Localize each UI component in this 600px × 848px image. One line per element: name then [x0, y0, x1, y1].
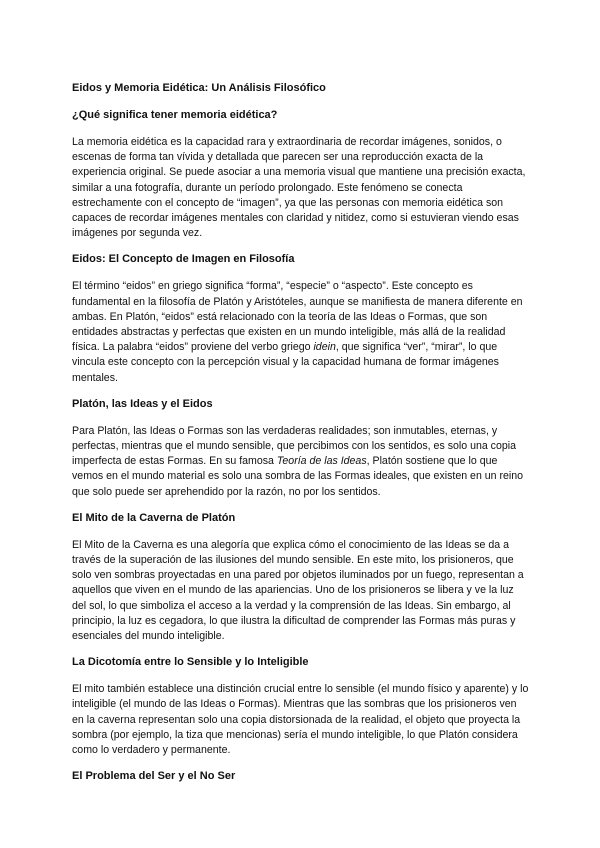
text-run: Para Platón, las Ideas o Formas son las verdaderas realidades; son inmutables, eternas, y perfectas, mientras que el mundo sensible, que percibimos con los sentidos, es solo una copia imperfecta de estas Formas. En su famosa [72, 424, 517, 468]
italic-term-idein: idein [313, 341, 336, 354]
text-run: , que significa “ver”, “mirar”, lo que vincula este concepto con la percepción visual y la capacidad humana de formar imágenes mentales. [72, 341, 499, 384]
section-paragraph-mito-caverna: El Mito de la Caverna es una alegoría que explica cómo el conocimiento de las Ideas se da a través de la superación de las ilusiones del mundo sensible. En este mito, los prisioneros, que solo ven sombras proyectadas en una pared por objetos iluminados por un fuego, representan a aquellos que viven en el mundo de las apariencias. Uno de los prisioneros se libera y ve la luz del sol, lo que simboliza el acceso a la verdad y la comprensión de las Ideas. Sin embargo, al principio, la luz es cegadora, lo que ilustra la dificultad de comprender las Formas más puras y esenciales del mundo inteligible. [72, 538, 524, 643]
italic-term-teoria-ideas: Teoría de las Ideas [276, 455, 367, 468]
section-heading-eidos: Eidos: El Concepto de Imagen en Filosofía [72, 253, 295, 266]
section-heading-platon-ideas: Platón, las Ideas y el Eidos [72, 397, 213, 410]
text-run: El término “eidos” en griego significa “forma”, “especie” o “aspecto”. Este concepto es fundamental en la filosofía de Platón y Aristóteles, aunque se manifiesta de manera diferente en ambas. En Platón, “eidos” está relacionado con la teoría de las Ideas o Formas, que son entidades abstractas y perfectas que existen en un mundo inteligible, más allá de la realidad física. La palabra “eidos” proviene del verbo griego [72, 280, 523, 354]
section-heading-ser-no-ser: El Problema del Ser y el No Ser [72, 770, 236, 783]
section-heading-memoria-eidetica: ¿Qué significa tener memoria eidética? [72, 109, 278, 121]
text-run: , Platón sostiene que lo que vemos en el mundo material es solo una sombra de las Formas ideales, que existen en un reino que solo puede ser aprehendido por la razón, no por los sentidos. [72, 455, 524, 498]
document-title: Eidos y Memoria Eidética: Un Análisis Filosófico [72, 82, 326, 94]
section-paragraph-memoria-eidetica: La memoria eidética es la capacidad rara y extraordinaria de recordar imágenes, sonidos, o escenas de forma tan vívida y detallada que parecen ser una reproducción exacta de la experiencia original. Se puede asociar a una memoria visual que mantiene una precisión exacta, similar a una fotografía, durante un período prolongado. Este fenómeno se conecta estrechamente con el concepto de “imagen”, ya que las personas con memoria eidética son capaces de recordar imágenes mentales con claridad y nitidez, como si estuvieran viendo esas imágenes por segunda vez. [72, 136, 526, 240]
section-heading-mito-caverna: El Mito de la Caverna de Platón [72, 511, 236, 524]
section-paragraph-eidos [72, 279, 530, 385]
section-paragraph-platon-ideas [72, 424, 530, 500]
section-paragraph-dicotomia: El mito también establece una distinción crucial entre lo sensible (el mundo físico y aparente) y lo inteligible (el mundo de las Ideas o Formas). Mientras que las sombras que los prisioneros ven en la caverna representan solo una copia distorsionada de la realidad, el objeto que proyecta la sombra (por ejemplo, la tiza que mencionas) sería el mundo inteligible, lo que Platón considera como lo verdadero y permanente. [72, 683, 529, 757]
section-heading-dicotomia: La Dicotomía entre lo Sensible y lo Inteligible [72, 656, 309, 669]
